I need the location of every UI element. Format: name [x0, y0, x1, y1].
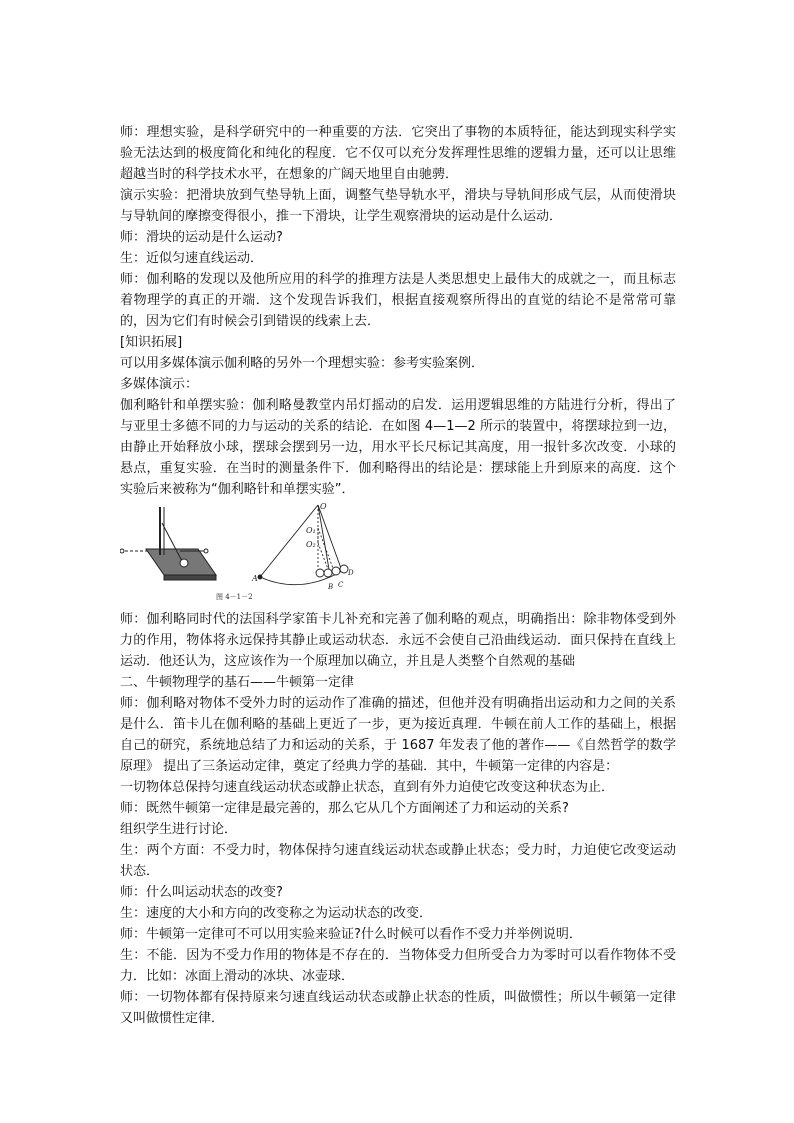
paragraph: 师：伽利略同时代的法国科学家笛卡儿补充和完善了伽利略的观点，明确指出：除非物体受到外力的作用，物体将永远保持其静止或运动状态．永远不会使自己沿曲线运动．面只保持在直线上运动．他还认为，这应该作为一个原理加以确立，并且是人类整个自然观的基础 — [120, 612, 676, 669]
paragraph: 生：速度的大小和方向的改变称之为运动状态的改变． — [120, 906, 433, 921]
paragraph: 生：近似匀速直线运动． — [120, 251, 264, 266]
paragraph: 生：不能．因为不受力作用的物体是不存在的．当物体受力但所受合力为零时可以看作物体不受力．比如：冰面上滑动的冰块、冰壶球． — [120, 948, 676, 984]
section-tag: [知识拓展] — [120, 335, 183, 350]
paragraph: 师：牛顿第一定律可不可以用实验来验证?什么时候可以看作不受力并举例说明． — [120, 927, 582, 942]
label-o: O — [320, 503, 327, 511]
label-d: D — [348, 569, 354, 577]
label-o2: O₂ — [306, 540, 316, 549]
paragraph: 师：理想实验，是科学研究中的一种重要的方法．它突出了事物的本质特征，能达到现实科学实验无法达到的极度简化和纯化的程度．它不仅可以充分发挥理性思维的逻辑力量，还可以让思维超越当时的科学技术水平，在想象的广阔天地里自由驰骋． — [120, 125, 676, 182]
label-c: C — [338, 581, 344, 589]
paragraph: 组织学生进行讨论． — [120, 822, 238, 837]
paragraph: 多媒体演示： — [120, 377, 199, 392]
figure-pendulum-experiment — [120, 503, 676, 603]
paragraph: 师：伽利略对物体不受外力时的运动作了准确的描述，但他并没有明确指出运动和力之间的关系是什么．笛卡儿在伽利略的基础上更近了一步，更为接近真理．牛顿在前人工作的基础上，根据自己的研究，系统地总结了力和运动的关系，于 1687 年发表了他的著作——《自然哲学的数学原理》 提出了三条运动定律，奠定了经典力学的基础．其中，牛顿第一定律的内容是： — [120, 696, 676, 774]
paragraph: 师：伽利略的发现以及他所应用的科学的推理方法是人类思想史上最伟大的成就之一，而且标志着物理学的真正的开端．这个发现告诉我们，根据直接观察所得出的直觉的结论不是常常可靠的，因为它们有时候会引到错误的线索上去． — [120, 272, 676, 329]
pendulum-diagram — [120, 503, 676, 603]
paragraph: 师：什么叫运动状态的改变? — [120, 885, 283, 900]
section-heading: 二、牛顿物理学的基石——牛顿第一定律 — [120, 675, 355, 690]
paragraph: 师：滑块的运动是什么运动? — [120, 230, 283, 245]
paragraph: 一切物体总保持匀速直线运动状态或静止状态，直到有外力迫使它改变这种状态为止． — [120, 780, 615, 795]
paragraph: 伽利略针和单摆实验：伽利略曼教堂内吊灯摇动的启发．运用逻辑思维的方陆进行分析，得出了与亚里士多德不同的力与运动的关系的结论．在如图 4—1—2 所示的装置中，将摆球拉到一边，由静止开始释放小球，摆球会摆到另一边，用水平长尺标记其高度，用一报针多次改变．小球的悬点，重复实验．在当时的测量条件下．伽利略得出的结论是：摆球能上升到原来的高度．这个实验后来被称为“伽利略针和单摆实验”． — [120, 398, 676, 497]
label-a: A — [252, 574, 258, 583]
paragraph: 师：既然牛顿第一定律是最完善的，那么它从几个方面阐述了力和运动的关系? — [120, 801, 569, 816]
pendulum-drawing — [258, 505, 348, 585]
document-body — [120, 122, 676, 1029]
paragraph: 师：一切物体都有保持原来匀速直线运动状态或静止状态的性质，叫做惯性；所以牛顿第一定律又叫做惯性定律． — [120, 990, 676, 1026]
apparatus-drawing — [120, 507, 216, 580]
paragraph: 可以用多媒体演示伽利略的另外一个理想实验：参考实验案例． — [120, 356, 485, 371]
paragraph: 生：两个方面：不受力时，物体保持匀速直线运动状态或静止状态；受力时，力迫使它改变运动状态． — [120, 843, 676, 879]
figure-caption: 图 4－1－2 — [216, 593, 253, 601]
paragraph: 演示实验：把滑块放到气垫导轨上面，调整气垫导轨水平，滑块与导轨间形成气层，从而使滑块与导轨间的摩擦变得很小，推一下滑块，让学生观察滑块的运动是什么运动． — [120, 188, 676, 224]
label-o1: O₁ — [306, 526, 316, 535]
label-b: B — [328, 583, 334, 591]
